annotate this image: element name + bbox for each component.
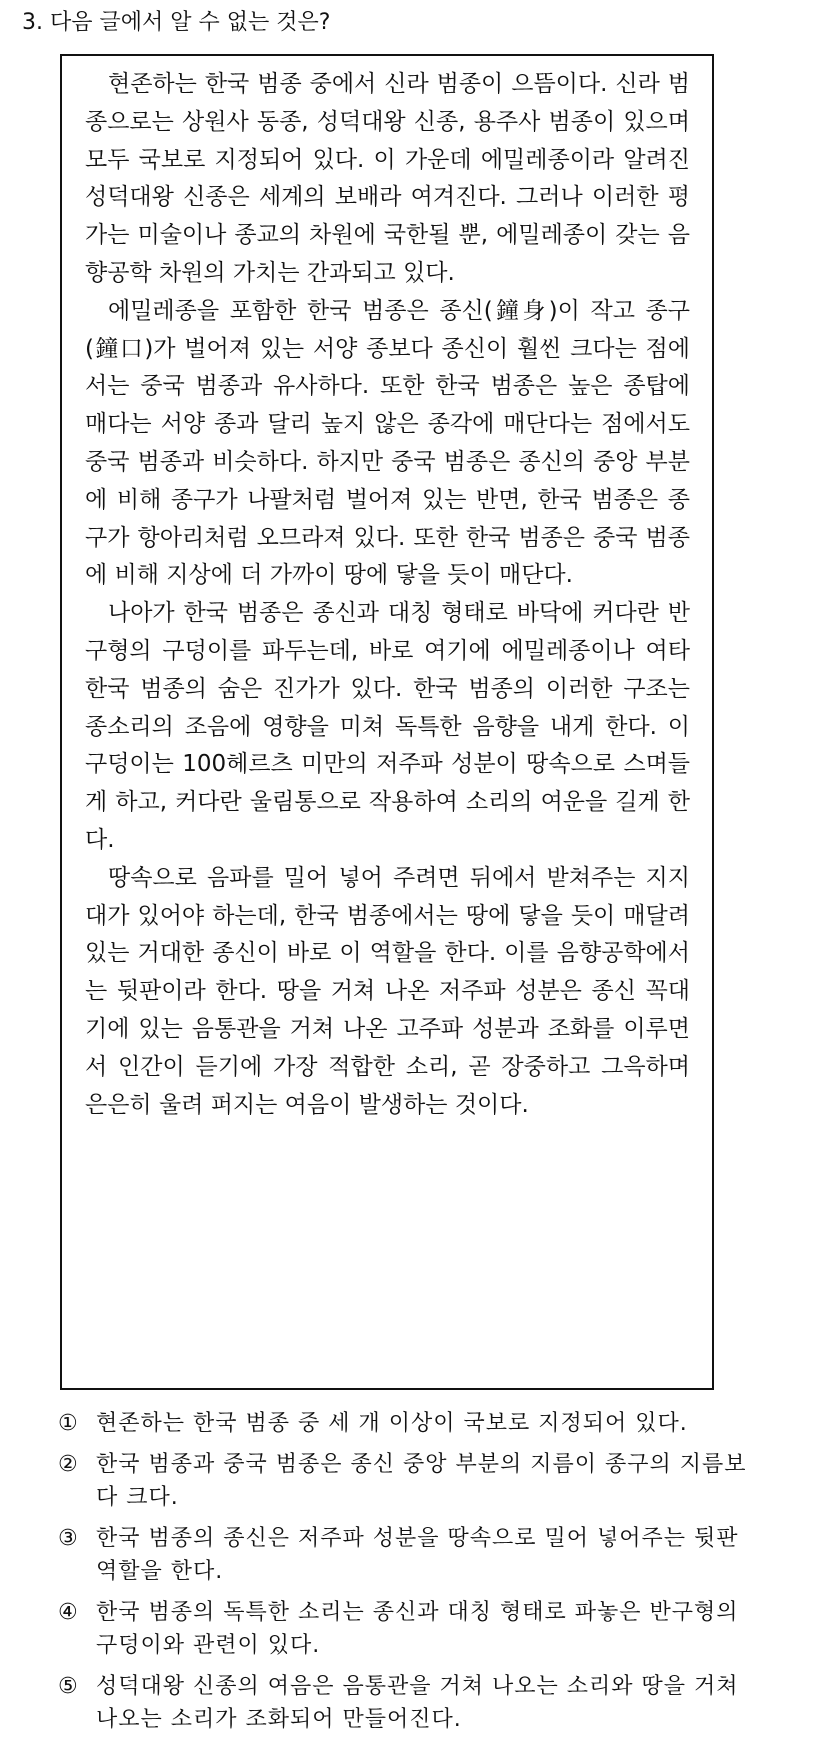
- passage-paragraph-1: 현존하는 한국 범종 중에서 신라 범종이 으뜸이다. 신라 범종으로는 상원사 동종, 성덕대왕 신종, 용주사 범종이 있으며 모두 국보로 지정되어 있다. 이 가운데 에밀레종이라 알려진 성덕대왕 신종은 세계의 보배라 여겨진다. 그러나 이러한 평가는 미술이나 종교의 차원에 국한될 뿐, 에밀레종이 갖는 음향공학 차원의 가치는 간과되고 있다.: [85, 71, 690, 286]
- choice-text: 성덕대왕 신종의 여음은 음통관을 거쳐 나오는 소리와 땅을 거쳐 나오는 소리가 조화되어 만들어진다.: [96, 1674, 739, 1732]
- choice-number: ①: [58, 1411, 78, 1436]
- choice-text: 현존하는 한국 범종 중 세 개 이상이 국보로 지정되어 있다.: [96, 1411, 688, 1436]
- choice-4[interactable]: [58, 1596, 758, 1662]
- choice-text: 한국 범종의 종신은 저주파 성분을 땅속으로 밀어 넣어주는 뒷판 역할을 한다.: [96, 1526, 739, 1584]
- choice-text: 한국 범종의 독특한 소리는 종신과 대칭 형태로 파놓은 반구형의 구덩이와 관련이 있다.: [96, 1600, 739, 1658]
- question-text: 3. 다음 글에서 알 수 없는 것은?: [22, 10, 331, 35]
- passage-paragraph-4: 땅속으로 음파를 밀어 넣어 주려면 뒤에서 받쳐주는 지지대가 있어야 하는데, 한국 범종에서는 땅에 닿을 듯이 매달려 있는 거대한 종신이 바로 이 역할을 한다. 이를 음향공학에서는 뒷판이라 한다. 땅을 거쳐 나온 저주파 성분은 종신 꼭대기에 있는 음통관을 거쳐 나온 고주파 성분과 조화를 이루면서 인간이 듣기에 가장 적합한 소리, 곧 장중하고 그윽하며 은은히 울려 퍼지는 여음이 발생하는 것이다.: [85, 864, 690, 1118]
- choice-1[interactable]: [58, 1407, 758, 1440]
- choice-number: ②: [58, 1452, 78, 1477]
- choice-3[interactable]: [58, 1522, 758, 1588]
- passage-paragraph-2: 에밀레종을 포함한 한국 범종은 종신(鐘身)이 작고 종구(鐘口)가 벌어져 있는 서양 종보다 종신이 훨씬 크다는 점에서는 중국 범종과 유사하다. 또한 한국 범종은 높은 종탑에 매다는 서양 종과 달리 높지 않은 종각에 매단다는 점에서도 중국 범종과 비슷하다. 하지만 중국 범종은 종신의 중앙 부분에 비해 종구가 나팔처럼 벌어져 있는 반면, 한국 범종은 종구가 항아리처럼 오므라져 있다. 또한 한국 범종은 중국 범종에 비해 지상에 더 가까이 땅에 닿을 듯이 매단다.: [85, 297, 690, 589]
- answer-choices: [58, 1407, 758, 1744]
- choice-number: ③: [58, 1526, 78, 1551]
- choice-text: 한국 범종과 중국 범종은 종신 중앙 부분의 지름이 종구의 지름보다 크다.: [96, 1452, 747, 1510]
- choice-2[interactable]: [58, 1448, 758, 1514]
- choice-5[interactable]: [58, 1670, 758, 1736]
- passage-box: [60, 54, 714, 1390]
- choice-number: ④: [58, 1600, 78, 1625]
- choice-number: ⑤: [58, 1674, 78, 1699]
- passage-paragraph-3: 나아가 한국 범종은 종신과 대칭 형태로 바닥에 커다란 반구형의 구덩이를 파두는데, 바로 여기에 에밀레종이나 여타 한국 범종의 숨은 진가가 있다. 한국 범종의 이러한 구조는 종소리의 조음에 영향을 미쳐 독특한 음향을 내게 한다. 이 구덩이는 100헤르츠 미만의 저주파 성분이 땅속으로 스며들게 하고, 커다란 울림통으로 작용하여 소리의 여운을 길게 한다.: [85, 600, 690, 853]
